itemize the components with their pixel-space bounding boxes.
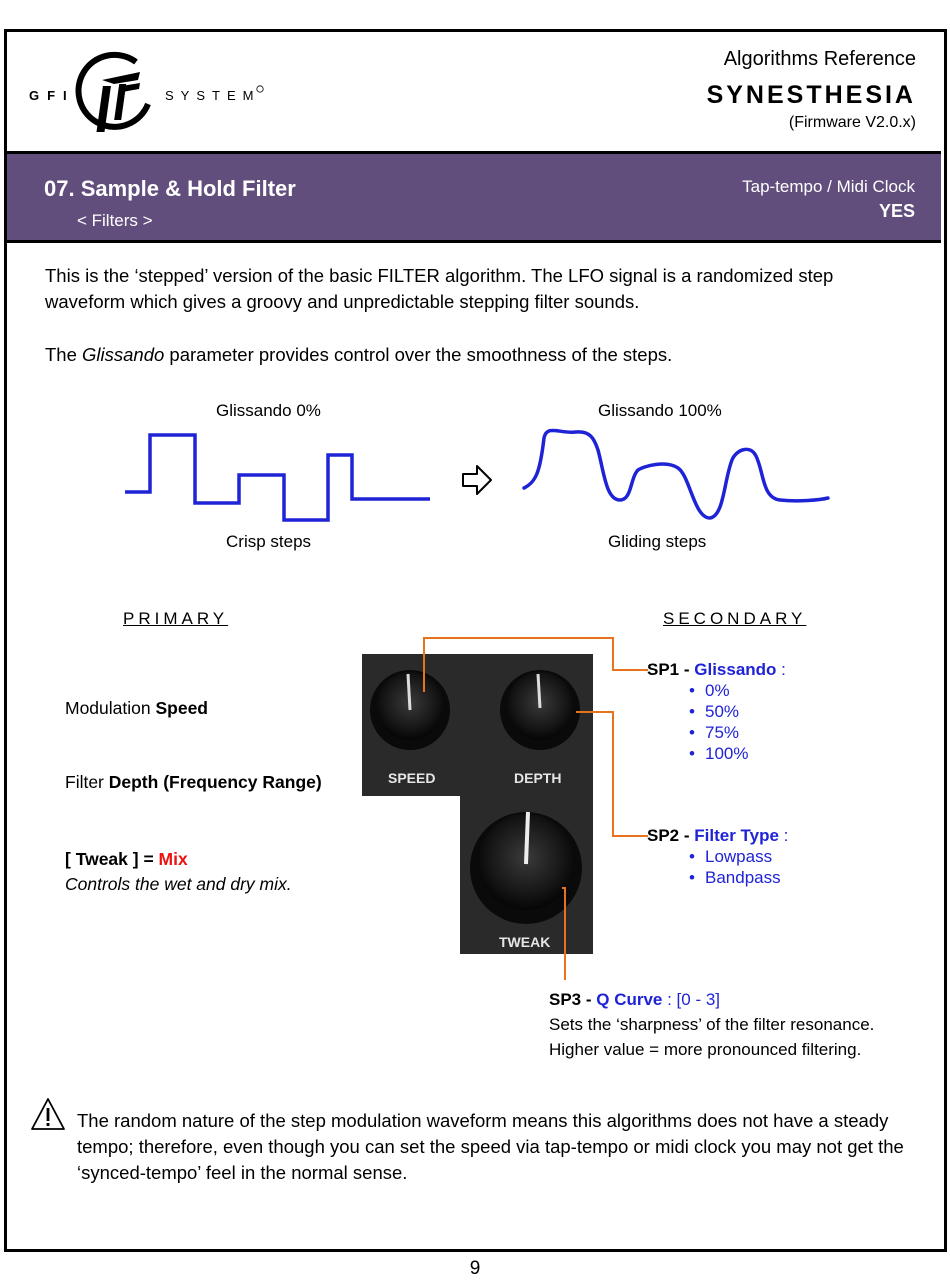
sp3-desc-1: Sets the ‘sharpness’ of the filter resonance. bbox=[549, 1015, 875, 1034]
firmware-version: (Firmware V2.0.x) bbox=[788, 114, 916, 131]
intro-paragraph: This is the ‘stepped’ version of the basic FILTER algorithm. The LFO signal is a randomized step waveform which gives a groovy and unpredictable stepping filter sounds. bbox=[45, 265, 834, 312]
wave-left-top-caption: Glissando 0% bbox=[216, 401, 321, 420]
sp2-block: SP2 - Filter Type : • Lowpass • Bandpass bbox=[647, 825, 788, 888]
arrow-right-icon bbox=[460, 463, 494, 497]
sp2-name: Filter Type bbox=[694, 826, 779, 845]
list-item: • Bandpass bbox=[705, 867, 788, 888]
primary-heading: PRIMARY bbox=[123, 609, 229, 628]
wave-left-bottom-caption: Crisp steps bbox=[226, 532, 312, 551]
stepped-waveform bbox=[120, 425, 440, 530]
sp2-options bbox=[647, 846, 788, 888]
logo-left-text: GFI bbox=[29, 88, 75, 103]
glissando-paragraph: The Glissando parameter provides control over the smoothness of the steps. bbox=[45, 344, 673, 365]
primary-depth: Filter Depth (Frequency Range) bbox=[65, 772, 322, 792]
registered-mark-icon bbox=[256, 85, 264, 93]
wave-right-top-caption: Glissando 100% bbox=[598, 401, 722, 420]
primary-speed: Modulation Speed bbox=[65, 698, 209, 718]
list-item: • 75% bbox=[705, 722, 786, 743]
algorithm-category: < Filters > bbox=[77, 211, 153, 230]
sync-label: Tap-tempo / Midi Clock bbox=[742, 177, 915, 196]
speed-knob-label: SPEED bbox=[388, 770, 436, 786]
header-info bbox=[707, 48, 916, 132]
sp3-name: Q Curve bbox=[596, 990, 663, 1009]
algorithm-title: 07. Sample & Hold Filter bbox=[44, 176, 296, 201]
list-item: • Lowpass bbox=[705, 846, 788, 867]
warning-text: The random nature of the step modulation waveform means this algorithms does not have a steady tempo; therefore, even though you can set the speed via tap-tempo or midi clock you may not get the ‘synced-tempo’ feel in the normal sense. bbox=[77, 1110, 904, 1183]
secondary-heading: SECONDARY bbox=[663, 609, 807, 628]
sync-info bbox=[742, 174, 915, 224]
warning-triangle-icon bbox=[30, 1097, 66, 1131]
depth-knob-label: DEPTH bbox=[514, 770, 562, 786]
product-name: SYNESTHESIA bbox=[706, 81, 916, 109]
sp1-block: SP1 - Glissando : • 0% • 50% • 75% • 100% bbox=[647, 659, 786, 764]
primary-tweak: [ Tweak ] = Mix bbox=[65, 849, 188, 869]
list-item: • 50% bbox=[705, 701, 786, 722]
title-band bbox=[7, 151, 941, 243]
doc-type: Algorithms Reference bbox=[723, 48, 916, 70]
list-item: • 0% bbox=[705, 680, 786, 701]
list-item: • 100% bbox=[705, 743, 786, 764]
sp1-options bbox=[647, 680, 786, 764]
sp3-block: SP3 - Q Curve : [0 - 3] Sets the ‘sharpness’ of the filter resonance. Higher value = more pronounced filtering. bbox=[549, 987, 874, 1062]
tweak-knob-label: TWEAK bbox=[499, 934, 551, 950]
wave-right-bottom-caption: Gliding steps bbox=[608, 532, 707, 551]
glissando-emphasis: Glissando bbox=[82, 344, 165, 365]
sp3-desc-2: Higher value = more pronounced filtering. bbox=[549, 1040, 862, 1059]
primary-tweak-desc: Controls the wet and dry mix. bbox=[65, 874, 292, 894]
logo-right-text: SYSTEM bbox=[165, 88, 261, 103]
logo-mark-icon bbox=[74, 50, 158, 140]
tweak-mix-label: Mix bbox=[158, 849, 188, 869]
gliding-waveform bbox=[520, 420, 840, 530]
page-number: 9 bbox=[469, 1258, 481, 1279]
sync-value: YES bbox=[878, 201, 915, 221]
sp1-name: Glissando bbox=[694, 660, 777, 679]
